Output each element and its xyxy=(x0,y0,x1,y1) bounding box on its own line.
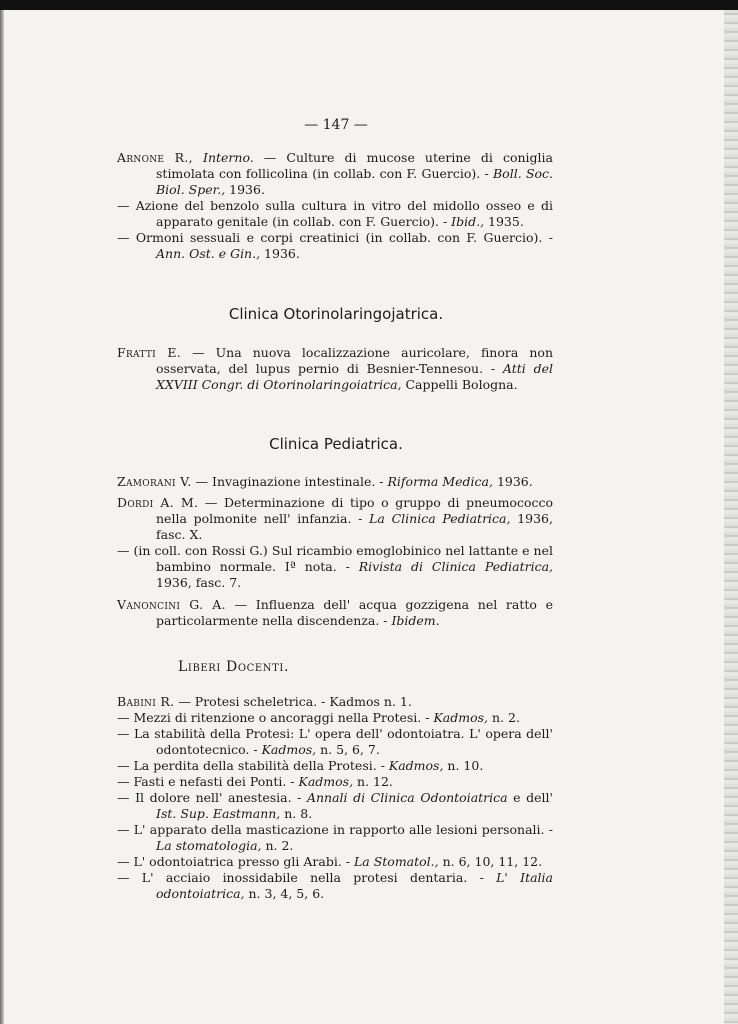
bib-entry: Zamorani V. — Invaginazione intestinale. - Riforma Medica, 1936. xyxy=(117,474,533,489)
bib-entry: Fratti E. — Una nuova localizzazione auricolare, finora non osservata, del lupus pernio di Besnier-Tennesou. - Atti del XXVIII Congr. di Otorinolaringoiatrica, Cappelli Bologna. xyxy=(117,345,553,392)
arnone-bibliography xyxy=(117,150,553,262)
scan-left-edge xyxy=(0,10,4,1024)
bib-entry: — L' apparato della masticazione in rapporto alle lesioni personali. - La stomatologia, n. 2. xyxy=(117,822,553,853)
bib-entry: — La stabilità della Protesi: L' opera dell' odontoiatra. L' opera dell' odontotecnico. - Kadmos, n. 5, 6, 7. xyxy=(117,726,553,757)
bib-entry: — L' odontoiatrica presso gli Arabi. - La Stomatol., n. 6, 10, 11, 12. xyxy=(117,854,543,869)
bib-entry: — Azione del benzolo sulla cultura in vitro del midollo osseo e di apparato genitale (in collab. con F. Guercio). - Ibid., 1935. xyxy=(117,198,553,229)
bib-entry: — Fasti e nefasti dei Ponti. - Kadmos, n. 12. xyxy=(117,774,393,789)
bib-entry: Vanoncini G. A. — Influenza dell' acqua gozzigena nel ratto e particolarmente nella discendenza. - Ibidem. xyxy=(117,597,553,628)
section-heading-pediatrica: Clinica Pediatrica. xyxy=(269,435,403,453)
bib-entry: — Ormoni sessuali e corpi creatinici (in collab. con F. Guercio). - Ann. Ost. e Gin., 1936. xyxy=(117,230,553,261)
scan-right-edge xyxy=(724,10,738,1024)
bib-entry: — (in coll. con Rossi G.) Sul ricambio emoglobinico nel lattante e nel bambino normale. Iª nota. - Rivista di Clinica Pediatrica, 1936, fasc. 7. xyxy=(117,543,553,590)
docenti-bibliography xyxy=(117,694,553,902)
bib-entry: — Mezzi di ritenzione o ancoraggi nella Protesi. - Kadmos, n. 2. xyxy=(117,710,520,725)
bib-entry: Babini R. — Protesi scheletrica. - Kadmos n. 1. xyxy=(117,694,412,709)
page-number: — 147 — xyxy=(304,117,368,133)
section-heading-otorinolaringojatrica: Clinica Otorinolaringojatrica. xyxy=(228,305,444,323)
pediatrica-bibliography xyxy=(117,474,553,629)
fratti-bibliography xyxy=(117,345,553,393)
bib-entry: — Il dolore nell' anestesia. - Annali di Clinica Odontoiatrica e dell' Ist. Sup. Eastmann, n. 8. xyxy=(117,790,553,821)
section-heading-liberi-docenti: Liberi Docenti. xyxy=(178,659,290,675)
bib-entry: Arnone R., Interno. — Culture di mucose uterine di coniglia stimolata con follicolina (in collab. con F. Guercio). - Boll. Soc. Biol. Sper., 1936. xyxy=(117,150,554,197)
bib-entry: — L' acciaio inossidabile nella protesi dentaria. - L' Italia odontoiatrica, n. 3, 4, 5, 6. xyxy=(117,870,553,901)
bib-entry: — La perdita della stabilità della Protesi. - Kadmos, n. 10. xyxy=(117,758,484,773)
bib-entry: Dordi A. M. — Determinazione di tipo o gruppo di pneumococco nella polmonite nell' infanzia. - La Clinica Pediatrica, 1936, fasc. X. xyxy=(117,495,554,542)
scan-top-border xyxy=(0,0,738,10)
